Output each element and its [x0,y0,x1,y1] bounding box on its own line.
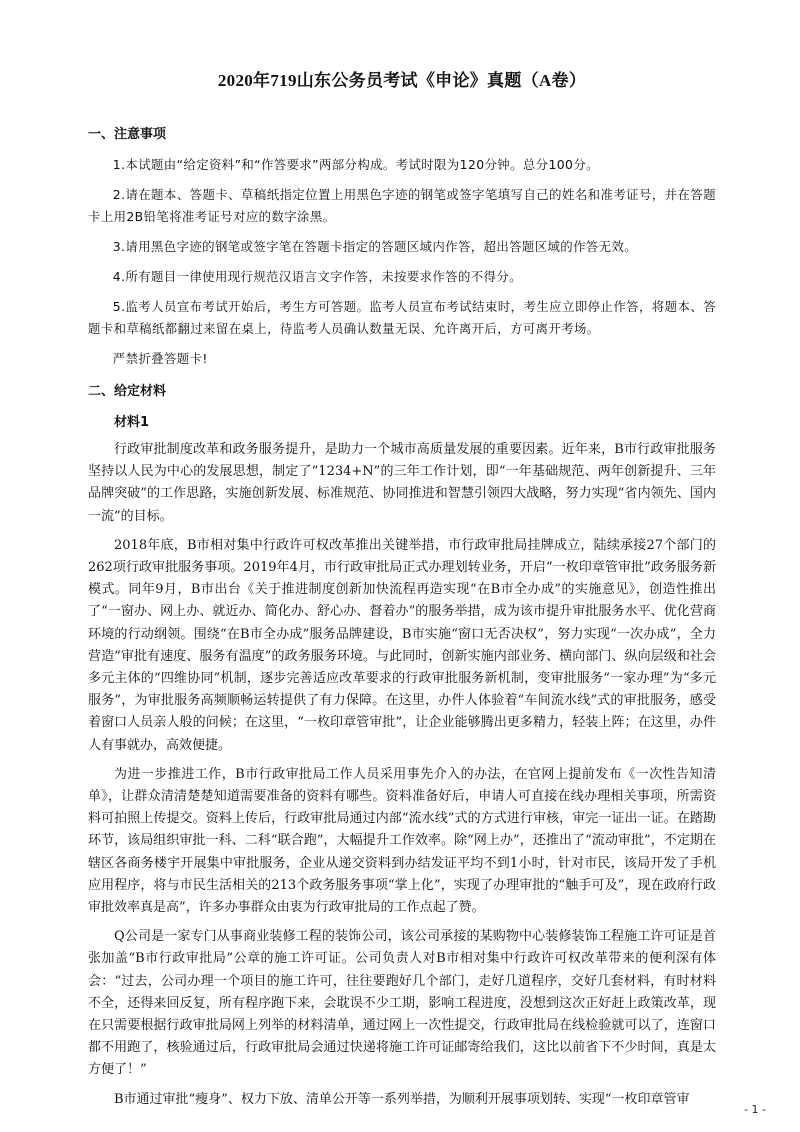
notice-item-5: 5.监考人员宣布考试开始后，考生方可答题。监考人员宣布考试结束时，考生应立即停止作答，将题本、答题卡和草稿纸都翻过来留在桌上，待监考人员确认数量无误、允许离开后，方可离开考场。 [88,299,716,336]
material-paragraph-4: Q公司是一家专门从事商业装修工程的装饰公司，该公司承接的某购物中心装修装饰工程施工许可证是首张加盖“B市行政审批局”公章的施工许可证。公司负责人对B市相对集中行政许可权改革带来的便利深有体会：“过去，公司办理一个项目的施工许可，往往要跑好几个部门，走好几道程序，交好几套材料，有时材料不全，还得来回反复，所有程序跑下来，会耽误不少工期，影响工程进度，没想到这次正好赶上政策改革，现在只需要根据行政审批局网上列举的材料清单，通过网上一次性提交，行政审批局在线检验就可以了，连窗口都不用跑了，核验通过后，行政审批局会通过快递将施工许可证邮寄给我们，这比以前省下不少时间，真是太方便了！” [88,929,716,1078]
notice-section [88,123,716,370]
section-heading-notice: 一、注意事项 [88,127,167,142]
material-paragraph-2: 2018年底，B市相对集中行政许可权改革推出关键举措，市行政审批局挂牌成立，陆续承接27个部门的262项行政审批服务事项。2019年4月，市行政审批局正式办理划转业务，开启“一枚印章管审批”政务服务新模式。同年9月，B市出台《关于推进制度创新加快流程再造实现“在B市全办成”的实施意见》，创造性推出了“一窗办、网上办、就近办、简化办、舒心办、督着办”的服务举措，成为该市提升审批服务水平、优化营商环境的行动纲领。围绕“在B市全办成”服务品牌建设，B市实施“窗口无否决权”，努力实现“一次办成”，全力营造“审批有速度、服务有温度”的政务服务环境。与此同时，创新实施内部业务、横向部门、纵向层级和社会多元主体的“四维协同”机制，逐步完善适应改革要求的行政审批服务新机制，变审批服务“一家办理”为“多元服务”，为审批服务高频顺畅运转提供了有力保障。在这里，办件人体验着“车间流水线”式的审批服务，感受着窗口人员亲人般的问候；在这里，“一枚印章管审批”，让企业能够腾出更多精力，轻装上阵；在这里，办件人有事就办，高效便捷。 [88,537,716,753]
notice-item-4: 4.所有题目一律使用现行规范汉语言文字作答，未按要求作答的不得分。 [112,269,522,284]
page-number: - 1 - [744,1103,766,1116]
document-title: 2020年719山东公务员考试《申论》真题（A卷） [217,71,587,90]
material-title: 材料1 [114,415,150,430]
notice-item-3: 3.请用黑色字迹的钢笔或签字笔在答题卡指定的答题区域内作答，超出答题区域的作答无效。 [112,239,638,254]
materials-section [88,380,716,1111]
material-paragraph-1: 行政审批制度改革和政务服务提升，是助力一个城市高质量发展的重要因素。近年来，B市行政审批服务坚持以人民为中心的发展思想，制定了“1234+N”的三年工作计划，即“一年基础规范、两年创新提升、三年品牌突破”的工作思路，实施创新发展、标准规范、协同推进和智慧引领四大战略，努力实现“省内领先、国内一流”的目标。 [88,442,716,524]
notice-item-1: 1.本试题由“给定资料”和“作答要求”两部分构成。考试时限为120分钟。总分100分。 [112,157,599,172]
section-heading-materials: 二、给定材料 [88,384,167,399]
notice-item-2: 2.请在题本、答题卡、草稿纸指定位置上用黑色字迹的钢笔或签字笔填写自己的姓名和准考证号，并在答题卡上用2B铅笔将准考证号对应的数字涂黑。 [88,187,716,224]
material-paragraph-5: B市通过审批“瘦身”、权力下放、清单公开等一系列举措，为顺利开展事项划转、实现“一枚印章管审 [114,1091,690,1107]
material-paragraph-3: 为进一步推进工作，B市行政审批局工作人员采用事先介入的办法，在官网上提前发布《一次性告知清单》，让群众清清楚楚知道需要准备的资料有哪些。资料准备好后，申请人可直接在线办理相关事项，所需资料可拍照上传提交。资料上传后，行政审批局通过内部“流水线”式的方式进行审核，审完一证出一证。在踏勘环节，该局组织审批一科、二科“联合跑”，大幅提升工作效率。除“网上办”，还推出了“流动审批”，不定期在辖区各商务楼宇开展集中审批服务，企业从递交资料到办结发证平均不到1小时，针对市民，该局开发了手机应用程序，将与市民生活相关的213个政务服务事项“掌上化”，实现了办理审批的“触手可及”，现在政府行政审批效率真是高”，许多办事群众由衷为行政审批局的工作点起了赞。 [88,766,716,916]
notice-warning: 严禁折叠答题卡! [112,351,208,366]
